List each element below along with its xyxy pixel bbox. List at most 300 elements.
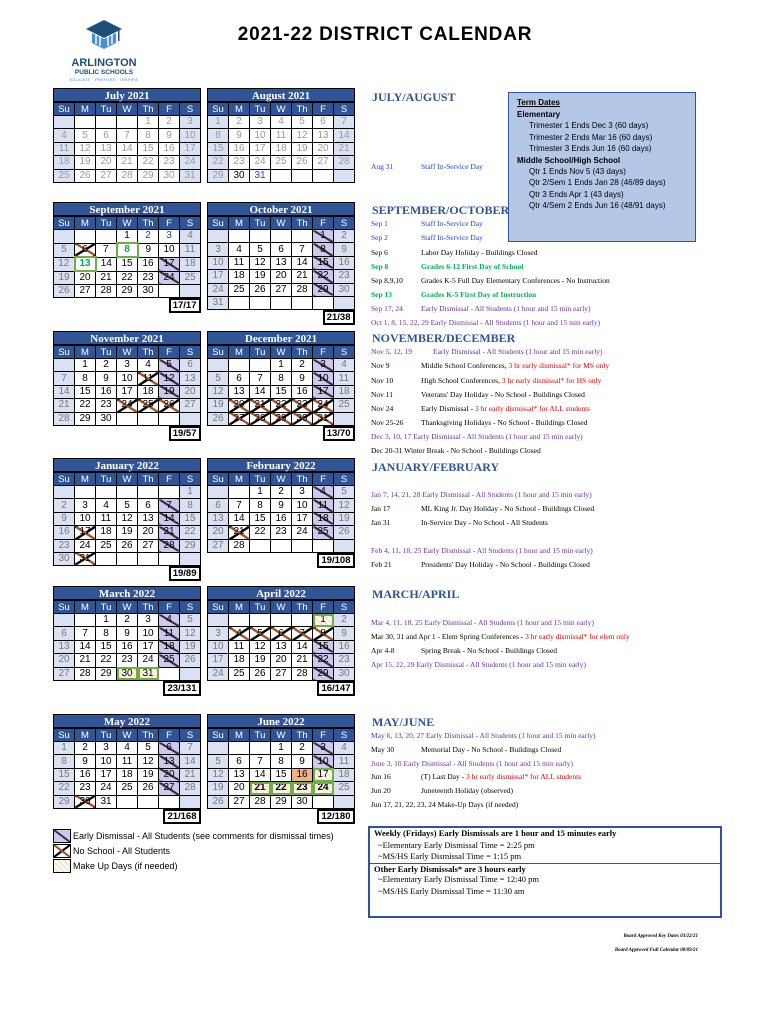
calendar-day: 11	[96, 512, 117, 525]
calendar-day: 13	[208, 512, 229, 525]
calendar-day: 15	[96, 640, 117, 653]
calendar-day: 19	[75, 156, 96, 169]
weekday-header: W	[271, 473, 292, 486]
weekday-header: Su	[54, 601, 75, 614]
calendar-day: 17	[313, 768, 334, 781]
calendar-day: 5	[75, 129, 96, 142]
calendar-day: 21	[292, 654, 313, 667]
calendar-day	[159, 667, 180, 680]
event-row: Apr 4-8 Spring Break - No School - Buildings Closed	[371, 646, 558, 655]
calendar-day	[180, 795, 201, 808]
calendar-day: 4	[54, 129, 75, 142]
calendar-day: 18	[334, 768, 355, 781]
calendar-day	[250, 539, 271, 552]
calendar-day: 13	[75, 257, 96, 271]
event-row: Jun 20 Juneteenth Holiday (observed)	[371, 786, 514, 795]
calendar-day: 27	[75, 285, 96, 298]
calendar-day	[180, 552, 201, 565]
weekday-header: Th	[138, 473, 159, 486]
calendar-day: 14	[54, 385, 75, 398]
calendar-day	[75, 116, 96, 129]
calendar-day: 24	[313, 782, 334, 795]
calendar-day: 13	[138, 512, 159, 525]
calendar-day: 11	[229, 256, 250, 269]
calendar-day	[271, 230, 292, 243]
calendar-day: 15	[271, 385, 292, 398]
calendar-day: 27	[180, 399, 201, 412]
weekday-header: M	[75, 729, 96, 742]
calendar-day: 26	[208, 412, 229, 425]
calendar-day: 1	[117, 230, 138, 244]
weekday-header: S	[334, 601, 355, 614]
calendar-day: 5	[292, 116, 313, 129]
school-day-count: 17/17	[169, 298, 201, 313]
calendar-day: 23	[138, 271, 159, 285]
weekday-header: Tu	[96, 103, 117, 116]
calendar-day: 6	[138, 499, 159, 512]
calendar-day: 30	[117, 667, 138, 680]
calendar-day: 18	[159, 640, 180, 653]
calendar-day: 3	[313, 742, 334, 755]
calendar-day: 19	[54, 271, 75, 285]
page-title: 2021-22 DISTRICT CALENDAR	[237, 24, 533, 45]
calendar-day: 18	[334, 385, 355, 398]
section-marapr: MARCH/APRIL	[372, 587, 460, 601]
calendar-day: 30	[159, 169, 180, 182]
calendar-day	[292, 539, 313, 552]
calendar-day: 27	[208, 539, 229, 552]
calendar-day: 1	[54, 742, 75, 755]
calendar-day: 3	[250, 116, 271, 129]
month-title: March 2022	[53, 586, 201, 600]
no-school-swatch-icon	[53, 844, 71, 858]
calendar-day: 6	[229, 372, 250, 385]
calendar-day: 11	[54, 142, 75, 155]
weekday-header: Tu	[250, 601, 271, 614]
calendar-day: 16	[292, 768, 313, 781]
weekday-header: Tu	[250, 729, 271, 742]
calendar-day: 29	[313, 283, 334, 296]
calendar-day: 9	[292, 372, 313, 385]
calendar-day: 7	[229, 499, 250, 512]
calendar-day: 17	[208, 654, 229, 667]
calendar-day: 27	[159, 782, 180, 795]
calendar-day: 14	[117, 142, 138, 155]
calendar-day: 18	[96, 526, 117, 539]
calendar-day: 17	[208, 270, 229, 283]
calendar-day: 12	[292, 129, 313, 142]
calendar-day: 24	[208, 667, 229, 680]
calendar-day: 21	[159, 526, 180, 539]
calendar-day: 10	[180, 129, 201, 142]
calendar-day: 22	[117, 271, 138, 285]
weekday-header: F	[159, 103, 180, 116]
calendar-day: 5	[180, 614, 201, 627]
weekday-header: Tu	[96, 729, 117, 742]
calendar-day: 9	[54, 512, 75, 525]
calendar-day: 2	[75, 742, 96, 755]
calendar-day: 28	[250, 795, 271, 808]
weekday-header: Th	[138, 103, 159, 116]
calendar-day	[250, 742, 271, 755]
calendar-day: 25	[138, 399, 159, 412]
calendar-day	[75, 614, 96, 627]
weekday-header: F	[159, 601, 180, 614]
footer-key-dates: Board Approved Key Dates 03/22/21	[623, 934, 698, 939]
calendar-day	[334, 539, 355, 552]
calendar-day: 18	[229, 270, 250, 283]
calendar-day	[138, 552, 159, 565]
calendar-day: 6	[271, 243, 292, 256]
calendar-day: 9	[159, 129, 180, 142]
calendar-day	[229, 486, 250, 499]
calendar-day: 1	[75, 359, 96, 372]
calendar-day: 25	[313, 526, 334, 539]
calendar-day: 8	[138, 129, 159, 142]
calendar-day	[271, 614, 292, 627]
month-calendar	[53, 458, 201, 581]
calendar-day: 1	[96, 614, 117, 627]
calendar-day: 10	[313, 372, 334, 385]
calendar-day	[250, 230, 271, 243]
weekday-header: S	[180, 729, 201, 742]
calendar-day: 7	[334, 116, 355, 129]
calendar-day: 5	[250, 243, 271, 256]
event-row: Nov 5, 12, 19 Early Dismissal - All Students (1 hour and 15 min early)	[371, 347, 603, 356]
calendar-day: 24	[292, 526, 313, 539]
calendar-day	[313, 169, 334, 182]
calendar-day: 8	[208, 129, 229, 142]
calendar-day: 5	[208, 755, 229, 768]
calendar-day	[208, 742, 229, 755]
calendar-day: 24	[250, 156, 271, 169]
calendar-day: 8	[180, 499, 201, 512]
calendar-day: 24	[159, 271, 180, 285]
weekday-header: Su	[54, 473, 75, 486]
calendar-day: 11	[334, 372, 355, 385]
calendar-day: 18	[229, 654, 250, 667]
calendar-day: 24	[313, 399, 334, 412]
calendar-day: 5	[117, 499, 138, 512]
calendar-day: 8	[271, 372, 292, 385]
weekday-header: F	[313, 217, 334, 230]
month-calendar	[207, 714, 355, 824]
month-title: July 2021	[53, 88, 201, 102]
calendar-day	[54, 614, 75, 627]
weekday-header: S	[334, 103, 355, 116]
section-janfeb: JANUARY/FEBRUARY	[372, 460, 500, 474]
school-day-count: 13/70	[323, 426, 355, 441]
calendar-day: 7	[292, 243, 313, 256]
calendar-day: 19	[159, 385, 180, 398]
calendar-day: 2	[334, 614, 355, 627]
calendar-day: 6	[75, 243, 96, 257]
calendar-day	[138, 486, 159, 499]
weekday-header: S	[334, 473, 355, 486]
calendar-day: 11	[229, 640, 250, 653]
calendar-day: 7	[117, 129, 138, 142]
calendar-day: 17	[96, 768, 117, 781]
calendar-day: 6	[229, 755, 250, 768]
calendar-day: 1	[180, 486, 201, 499]
calendar-day: 28	[250, 412, 271, 425]
calendar-day: 2	[292, 742, 313, 755]
weekday-header: W	[117, 729, 138, 742]
weekday-header: M	[229, 729, 250, 742]
weekday-header: S	[180, 473, 201, 486]
calendar-day: 12	[250, 256, 271, 269]
calendar-day: 17	[313, 385, 334, 398]
weekday-header: M	[75, 217, 96, 230]
term-dates-box	[508, 92, 696, 242]
calendar-day: 25	[117, 782, 138, 795]
calendar-day: 6	[96, 129, 117, 142]
month-title: February 2022	[207, 458, 355, 472]
weekday-header: W	[271, 346, 292, 359]
calendar-day: 10	[138, 627, 159, 640]
weekday-header: Tu	[250, 103, 271, 116]
calendar-day: 2	[292, 359, 313, 372]
calendar-day: 26	[75, 169, 96, 182]
calendar-day: 24	[138, 654, 159, 667]
calendar-day: 10	[313, 755, 334, 768]
event-row: Jun 17, 21, 22, 23, 24 Make-Up Days (if needed)	[371, 800, 519, 809]
weekday-header: Su	[208, 473, 229, 486]
school-day-count: 19/57	[169, 426, 201, 441]
calendar-day: 3	[117, 359, 138, 372]
event-row: Jan 7, 14, 21, 28 Early Dismissal - All Students (1 hour and 15 min early)	[371, 490, 592, 499]
calendar-day: 30	[334, 283, 355, 296]
calendar-day: 25	[159, 654, 180, 667]
calendar-day: 2	[271, 486, 292, 499]
calendar-day: 18	[138, 385, 159, 398]
calendar-day: 4	[313, 486, 334, 499]
calendar-day: 23	[292, 399, 313, 412]
calendar-day: 17	[159, 257, 180, 271]
calendar-day: 3	[180, 116, 201, 129]
calendar-day: 10	[292, 499, 313, 512]
calendar-day	[334, 296, 355, 309]
dismissal-line: ~Elementary Early Dismissal Time = 12:40 pm	[378, 874, 539, 884]
calendar-day: 19	[250, 654, 271, 667]
calendar-day: 18	[271, 142, 292, 155]
calendar-day: 28	[159, 539, 180, 552]
calendar-day: 27	[54, 667, 75, 680]
calendar-day: 8	[250, 499, 271, 512]
calendar-day	[75, 486, 96, 499]
calendar-day: 12	[180, 627, 201, 640]
weekday-header: Tu	[96, 473, 117, 486]
calendar-day: 22	[208, 156, 229, 169]
calendar-day: 15	[271, 768, 292, 781]
calendar-day: 29	[75, 412, 96, 425]
calendar-day: 8	[271, 755, 292, 768]
calendar-day: 19	[138, 768, 159, 781]
calendar-day: 9	[229, 129, 250, 142]
term-item: Trimester 1 Ends Dec 3 (60 days)	[529, 121, 649, 131]
calendar-day: 5	[138, 742, 159, 755]
calendar-day	[180, 412, 201, 425]
weekday-header: M	[75, 103, 96, 116]
calendar-day: 3	[313, 359, 334, 372]
calendar-day: 4	[180, 230, 201, 244]
month-title: January 2022	[53, 458, 201, 472]
calendar-day: 10	[75, 512, 96, 525]
calendar-day: 12	[75, 142, 96, 155]
calendar-day	[138, 412, 159, 425]
calendar-day: 21	[54, 399, 75, 412]
calendar-day: 7	[54, 372, 75, 385]
calendar-day: 7	[250, 755, 271, 768]
calendar-day: 26	[180, 654, 201, 667]
calendar-day	[54, 230, 75, 244]
school-logo-icon	[84, 18, 124, 52]
calendar-day: 1	[271, 359, 292, 372]
event-row: Jan 31 In-Service Day - No School - All Students	[371, 518, 548, 527]
calendar-day: 13	[271, 640, 292, 653]
calendar-day	[208, 359, 229, 372]
calendar-day: 21	[334, 142, 355, 155]
term-item: Trimester 3 Ends Jun 16 (60 days)	[529, 143, 652, 153]
weekday-header: M	[229, 473, 250, 486]
dismissal-heading: Weekly (Fridays) Early Dismissals are 1 hour and 15 minutes early	[374, 828, 617, 838]
event-row: Jun 16 (T) Last Day - 3 hr early dismissal* for ALL students	[371, 772, 582, 781]
weekday-header: M	[229, 103, 250, 116]
calendar-day: 15	[313, 640, 334, 653]
month-calendar	[207, 586, 355, 696]
calendar-day: 30	[138, 285, 159, 298]
calendar-day: 18	[54, 156, 75, 169]
calendar-day: 19	[250, 270, 271, 283]
calendar-day	[159, 552, 180, 565]
event-row: May 30 Memorial Day - No School - Buildings Closed	[371, 745, 562, 754]
calendar-day: 12	[334, 499, 355, 512]
calendar-day: 29	[138, 169, 159, 182]
calendar-day: 14	[229, 512, 250, 525]
month-calendar	[53, 586, 201, 696]
calendar-day: 13	[229, 385, 250, 398]
section-mayjun: MAY/JUNE	[372, 715, 435, 729]
calendar-day: 17	[250, 142, 271, 155]
calendar-day: 23	[96, 399, 117, 412]
calendar-day: 15	[208, 142, 229, 155]
calendar-day: 30	[334, 667, 355, 680]
calendar-day: 6	[271, 627, 292, 640]
calendar-day: 16	[117, 640, 138, 653]
calendar-day: 19	[117, 526, 138, 539]
weekday-header: W	[271, 601, 292, 614]
weekday-header: Th	[138, 601, 159, 614]
calendar-day	[292, 296, 313, 309]
calendar-day: 23	[229, 156, 250, 169]
calendar-day: 3	[292, 486, 313, 499]
calendar-day: 18	[313, 512, 334, 525]
calendar-day: 20	[138, 526, 159, 539]
logo-tag: EDUCATE · PREPARE · INSPIRE	[69, 77, 139, 82]
legend-no-school: No School - All Students	[53, 843, 334, 858]
weekday-header: S	[180, 346, 201, 359]
calendar-day: 19	[292, 142, 313, 155]
term-item: Trimester 2 Ends Mar 16 (60 days)	[529, 132, 653, 142]
calendar-day: 15	[180, 512, 201, 525]
calendar-day: 20	[54, 654, 75, 667]
calendar-day: 1	[313, 230, 334, 243]
calendar-day: 29	[208, 169, 229, 182]
calendar-day: 12	[208, 385, 229, 398]
calendar-day: 8	[75, 372, 96, 385]
term-item: Qtr 2/Sem 1 Ends Jan 28 (46/89 days)	[529, 178, 666, 188]
calendar-day: 8	[313, 627, 334, 640]
calendar-day: 17	[138, 640, 159, 653]
calendar-day: 25	[334, 399, 355, 412]
calendar-day: 10	[96, 755, 117, 768]
event-row: Sep 1 Staff In-Service Day	[371, 219, 483, 228]
calendar-day: 11	[180, 243, 201, 257]
section-sepoct: SEPTEMBER/OCTOBER	[372, 203, 510, 217]
weekday-header: F	[159, 346, 180, 359]
calendar-day: 17	[292, 512, 313, 525]
weekday-header: W	[271, 217, 292, 230]
weekday-header: F	[159, 217, 180, 230]
event-row: Sep 17, 24 Early Dismissal - All Students (1 hour and 15 min early)	[371, 304, 591, 313]
footer-full-calendar: Board Approved Full Calendar 08/09/21	[614, 948, 698, 953]
calendar-day: 2	[138, 230, 159, 244]
calendar-day: 27	[271, 667, 292, 680]
calendar-day: 19	[180, 640, 201, 653]
calendar-day: 13	[54, 640, 75, 653]
calendar-day: 12	[54, 257, 75, 271]
term-item: Qtr 4/Sem 2 Ends Jun 16 (48/91 days)	[529, 200, 666, 210]
calendar-day: 10	[208, 640, 229, 653]
calendar-day: 9	[96, 372, 117, 385]
calendar-day: 29	[117, 285, 138, 298]
calendar-day: 15	[75, 385, 96, 398]
calendar-day: 3	[96, 742, 117, 755]
weekday-header: W	[271, 729, 292, 742]
calendar-day: 20	[313, 142, 334, 155]
event-row: Mar 30, 31 and Apr 1 - Elem Spring Conferences - 3 hr early dismissal* for elem only	[371, 632, 630, 641]
calendar-day	[117, 116, 138, 129]
event-row: Sep 6 Labor Day Holiday - Buildings Closed	[371, 248, 538, 257]
weekday-header: S	[334, 346, 355, 359]
calendar-day: 14	[96, 257, 117, 271]
event-row: Sep 8 Grades 6-12 First Day of School	[371, 262, 524, 271]
calendar-day: 29	[180, 539, 201, 552]
calendar-day: 31	[313, 412, 334, 425]
calendar-day: 17	[180, 142, 201, 155]
calendar-day: 14	[250, 768, 271, 781]
event-row: Nov 10 High School Conferences, 3 hr early dismissal* for HS only	[371, 376, 602, 385]
calendar-day: 3	[159, 230, 180, 244]
calendar-day: 26	[117, 539, 138, 552]
event-row: Dec 3, 10, 17 Early Dismissal - All Students (1 hour and 15 min early)	[371, 432, 583, 441]
month-title: November 2021	[53, 331, 201, 345]
school-day-count: 12/180	[317, 809, 354, 824]
calendar-day: 2	[54, 499, 75, 512]
weekday-header: Tu	[250, 217, 271, 230]
month-title: December 2021	[207, 331, 355, 345]
calendar-day: 15	[313, 256, 334, 269]
calendar-day: 3	[208, 627, 229, 640]
calendar-day: 16	[229, 142, 250, 155]
calendar-day	[229, 359, 250, 372]
calendar-day: 14	[159, 512, 180, 525]
calendar-day: 4	[96, 499, 117, 512]
calendar-day: 10	[159, 243, 180, 257]
calendar-day: 11	[334, 755, 355, 768]
calendar-day: 26	[138, 782, 159, 795]
calendar-day: 12	[117, 512, 138, 525]
